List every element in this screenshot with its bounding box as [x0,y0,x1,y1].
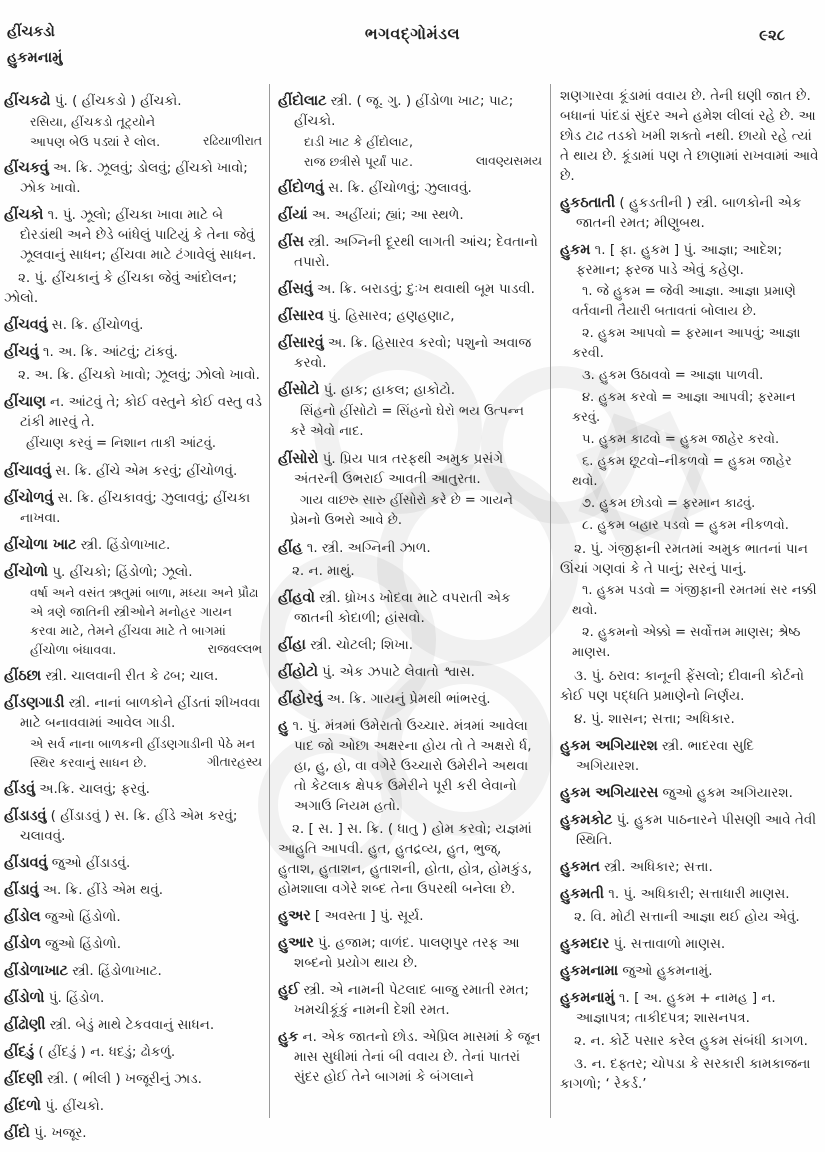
definition-text: અ. ક્રિ. ઝૂલવું; ડોલવું; હીંચકો ખાવો; ઝોક ખાવો. [20,160,248,196]
headword: હીંચોળવું [4,490,54,506]
definition-text: જુઓ હીંડાડવું. [47,855,131,871]
dictionary-entry [560,810,821,850]
definition-text: ( હીંડાડવું ) સ. ક્રિ. હીંડે એમ કરવું; ચલાવવું. [20,808,238,844]
dictionary-entry [4,1123,262,1143]
headword: હુકમનામા [560,963,619,979]
column-middle [269,84,550,1118]
definition-text: સ. ક્રિ. હીંચોળવું; ઝુલાવવું. [323,180,472,196]
headword: હીંહા [278,637,306,653]
idiom-line [560,516,821,536]
headword: હુકમ અગિયારશ [560,738,658,754]
dictionary-entry [4,1069,262,1089]
definition-text: ૧. જે હુકમ = જેવી આજ્ઞા. આજ્ઞા પ્રમાણે વર્તવાની તૈયારી બતાવતાં બોલાય છે. [572,284,796,319]
definition-text: સ્ત્રી. ધ્રોખડ ખોદવા માટે વપરાતી એક જાતની કોદાળી; હાંસવો. [294,590,511,626]
dictionary-entry [4,779,262,799]
citation-quote [4,583,262,659]
dictionary-entry [4,806,262,846]
definition-text: ૧. અ. ક્રિ. આંટવું; ટાંકવું. [38,344,178,360]
idiom-line [560,430,821,450]
headword: હીંદળો [4,1098,41,1114]
definition-text: ૩. હુકમ ઉઠાવવો = આજ્ઞા પાળવી. [582,368,764,383]
headword: હુકમદાર [560,936,610,952]
headword: હીંડોલ [4,909,41,925]
definition-text: ૧. [ અ. હુકમ + નામહ ] ન. આજ્ઞાપત્ર; તાકીદપત્ર; શાસનપત્ર. [576,990,776,1026]
sense-line [4,365,262,385]
definition-text: રાજ છત્રીસે પૂર્યાં પાટ. [304,154,413,169]
dictionary-entry [4,91,262,111]
dictionary-entry [4,907,262,927]
dictionary-entry [278,380,542,400]
headword: હુ [278,718,289,734]
definition-text: જુઓ હિંડોળો. [40,936,122,952]
definition-text: અ.ક્રિ. ચાલવું; ફરવું. [35,781,150,797]
definition-text: પું. હીંચકો. [40,1098,105,1114]
dictionary-entry [278,588,542,628]
definition-text: સ્ત્રી. અગ્નિની દૂરથી લાગતી આંચ; દેવતાનો તપારો. [294,234,538,270]
headword: હુકમત [560,859,600,875]
idiom-line [278,402,542,442]
definition-text: હીંચાણ કરવું = નિશાન તાકી આંટવું. [26,436,216,451]
headword: હીંચકો [4,207,44,223]
definition-text: અ. ક્રિ. હિસારવ કરવો; પશુનો અવાજ કરવો. [294,335,532,371]
dictionary-entry [560,193,821,233]
definition-text: અ. ક્રિ. બરાડવું; દુઃખ થવાથી બૂમ પાડવી. [312,281,535,297]
dictionary-entry [278,279,542,299]
headword: હીંચોળા ખાટ [4,537,77,553]
dictionary-entry [278,980,542,1020]
dictionary-entry [4,693,262,733]
headword: હીંડોળાખાટ [4,963,68,979]
definition-text: સ. ક્રિ. હીંચકાવવું; ઝુલાવવું; હીંચકા નાખવા. [20,490,251,526]
headword: હુઆર [278,935,314,951]
headword: હુઅર [278,908,311,924]
sense-line [560,666,821,706]
definition-text: સિંહનો હીંસોટો = સિંહનો ઘેરો ભય ઉત્પન્ન કરે એવો નાદ. [290,404,524,439]
dictionary-entry [4,562,262,582]
definition-text: સ. ક્રિ. હીંચોળવું. [47,317,144,333]
dictionary-entry [278,333,542,373]
definition-text: ૨. હુકમ આપવો = ફરમાન આપવું; આજ્ઞા કરવી. [572,326,801,361]
definition-text: આપણ બેઉ પડ્યાં રે લોલ. [30,134,161,149]
headword: હીંસવું [278,281,313,297]
headword: હુકમ અગિયારસ [560,785,659,801]
citation-source: ગીતારહસ્ય [207,755,262,769]
headword: હીંચાવવું [4,463,52,479]
sense-line [4,268,262,308]
citation-quote [278,152,542,171]
definition-text: સ્ત્રી. ( ભીલી ) ખજૂરીનું ઝાડ. [42,1071,202,1087]
definition-text: પું. ખજૂર. [29,1125,87,1141]
headword: હીંઢોણી [4,1017,46,1033]
dictionary-entry [560,240,821,280]
definition-text: ૩. ન. દફ્તર; ચોપડા કે સરકારી કામકાજના કાગળો; ‘ રેકર્ડ.’ [560,1056,811,1092]
citation-source: રાજવલ્લભ [207,642,262,656]
headword: હીંડાવું [4,882,39,898]
citation-quote [4,734,262,772]
dictionary-entry [560,857,821,877]
headword: હીંચાણ [4,394,46,410]
dictionary-entry [4,880,262,900]
definition-text: પું. સત્તાવાળો માણસ. [609,936,726,952]
definition-text: ૭. હુકમ છોડવો = ફરમાન કાઢવું. [582,496,756,511]
definition-text: ( હુકડતીની ) સ્ત્રી. બાળકોની એક જાતની રમત; મીણુબથ. [576,195,802,231]
definition-text: ૮. હુકમ બહાર પડવો = હુકમ નીકળવો. [582,518,789,533]
headword: હુકઠતાતી [560,195,616,211]
dictionary-entry [278,933,542,973]
definition-text: સ્ત્રી. ભાદરવા સુદિ અગિયારશ. [576,738,754,774]
definition-text: ૧. [ ફા. હુકમ ] પું. આજ્ઞા; આદેશ; ફરમાન; ફરજ પાડે એવું કહેણ. [576,242,783,278]
headword: હીંઠછા [4,668,42,684]
dictionary-entry [278,662,542,682]
idiom-line [560,494,821,514]
definition-text: ૧. પું. અધિકારી; સત્તાધારી માણસ. [603,886,790,902]
definition-text: ૧. હુકમ પડવો = ગંજીફાની રમતમાં સર નક્કી થવો. [572,583,817,618]
page-title: ભગવદ્ગોમંડલ [364,24,461,43]
definition-text: સ્ત્રી. અધિકાર; સત્તા. [599,859,713,875]
definition-text: ૨. [ સ. ] સ. ક્રિ. ( ધાતુ ) હોમ કરવો; યજ્ઞમાં આહુતિ આપવી. હુત, હુતદ્રવ્ય, હુત, ભુજ્, હુતાશ, હુતાશન, હુતાશની, હોતા, હોત્ર, હોમકુંડ, હોમશાલા વગેરે શબ્દ તેના ઉપરથી બનેલા છે. [278,821,532,897]
dictionary-entry [560,934,821,954]
definition-text: ૨. અ. ક્રિ. હીંચકો ખાવો; ઝૂલવું; ઝોલો ખાવો. [18,367,260,383]
definition-text: અ. અહીંયાં; હ્યાં; આ સ્થળે. [307,207,464,223]
definition-text: ન. એક જાતનો છોડ. એપ્રિલ માસમાં કે જૂન માસ સુધીમાં તેનાં બી વવાય છે. તેનાં પાતરાં સુંદર હોઈ તેને બાગમાં કે બંગલાને [294,1029,541,1085]
dictionary-entry [560,884,821,904]
idiom-line [560,452,821,492]
definition-text: સ. ક્રિ. હીંચે એમ કરવું; હીંચોળવું. [51,463,238,479]
dictionary-entry [4,342,262,362]
dictionary-entry [278,716,542,816]
dictionary-entry [278,689,542,709]
dictionary-entry [4,535,262,555]
idiom-line [4,434,262,454]
headword: હીંદો [4,1125,30,1141]
definition-text: એ સર્વ નાના બાળકની હીંડણગાડીની પેઠે મન સ્થિર કરવાનું સાધન છે. [30,736,256,770]
headword: હીંચકવું [4,160,49,176]
sense-line [560,1054,821,1094]
citation-quote [4,112,262,131]
definition-text: રસિયા, હીંચકડો તૂટ્યોને [30,114,156,129]
definition-text: પું. હુકમ પાઠનારને પીસણી આવે તેવી સ્થિતિ. [576,812,817,848]
page-number: ૯૨૮ [759,26,785,44]
dictionary-entry [4,488,262,528]
headword: હીંચકઢો [4,93,51,109]
dictionary-entry [4,961,262,981]
definition-text: સ્ત્રી. એ નામની પેટલાદ બાજુ રમાતી રમત; ખમચીકૂંકું નામની દેશી રમત. [294,982,529,1018]
definition-text: ૪. પું. શાસન; સત્તા; અધિકાર. [574,711,735,727]
definition-text: અ. ક્રિ. ગાયનું પ્રેમથી ભાંભરવું. [322,691,491,707]
dictionary-entry [278,205,542,225]
sense-line [560,539,821,579]
dictionary-entry [4,1042,262,1062]
definition-text: ૩. પું. ઠરાવ: કાનૂની ફેંસલો; દીવાની કોર્ટનો કોઈ પણ પદ્ધતિ પ્રમાણેનો નિર્ણય. [560,668,804,704]
dictionary-entry [278,178,542,198]
dictionary-entry [278,906,542,926]
headword: હીંડવું [4,781,36,797]
headword: હીંચવવું [4,317,48,333]
guide-word-first: હીંચકડો [7,24,55,40]
definition-text: સ્ત્રી. હિંડોળાખાટ. [76,537,171,553]
sense-line [560,907,821,927]
headword: હીંદોલાટ [278,93,327,109]
idiom-line [560,324,821,364]
sense-line [560,709,821,729]
definition-text: શણગારવા કૂંડામાં વવાય છે. તેની ઘણી જાત છે. બધાનાં પાંદડાં સુંદર અને હમેશ લીલાં રહે છે. આ છોડ ટાઢ તડકો ખમી શક્તો નથી. છાયો રહે ત્યાં તે થાય છે. કૂંડામાં પણ તે છાણામાં રાખવામાં આવે છે. [560,88,819,184]
dictionary-entry [560,961,821,981]
headword: હીંડોળ [4,936,41,952]
definition-text: જુઓ હુકમ અગિયારશ. [658,785,793,801]
headword: હીંસારવું [278,335,324,351]
definition-text: ( હીંદડું ) ન. ધદડું; ઢોકળું. [34,1044,176,1060]
definition-text: સ્ત્રી. બેડું માથે ટેકવવાનું સાધન. [45,1017,215,1033]
dictionary-entry [4,392,262,432]
headword: હીંડાડવું [4,808,47,824]
dictionary-entry [4,934,262,954]
definition-text: ૨. હુકમનો એક્કો = સર્વોત્તમ માણસ; શ્રેષ્ઠ માણસ. [572,625,801,660]
definition-text: ૨. ન. માથું. [292,563,355,579]
continuation-text [560,86,821,186]
definition-text: ૬. હુકમ છૂટવો–નીકળવો = હુકમ જાહેર થવો. [572,454,792,489]
definition-text: પું. હજામ; વાળંદ. પાલણપુર તરફ આ શબ્દનો પ્રયોગ થાય છે. [294,935,520,971]
definition-text: ૧. સ્ત્રી. અગ્નિની ઝાળ. [302,540,431,556]
idiom-line [560,581,821,621]
definition-text: ૨. પું. હીંચકાનું કે હીંચકા જેવું આંદોલન; ઝોલો. [4,270,237,306]
dictionary-entry [4,988,262,1008]
headword: હુકમતી [560,886,604,902]
headword: હુકમકોટ [560,812,613,828]
definition-text: પું. હિંડોળ. [44,990,105,1006]
headword: હીંયાં [278,207,308,223]
dictionary-entry [278,306,542,326]
definition-text: જુઓ હિંડોળો. [40,909,121,925]
dictionary-entry [4,853,262,873]
headword: હીંહોરવું [278,691,323,707]
definition-text: સ્ત્રી. ચોટલી; શિખા. [305,637,414,653]
dictionary-entry [4,315,262,335]
definition-text: ૧. પું. મંત્રમાં ઉમેરાતો ઉચ્ચાર. મંત્રમાં આવેલા પાદ જો ઓછા અક્ષરના હોય તો તે અક્ષરો ર્ધ, હા, હુ, હો, વા વગેરે ઉચ્ચારો ઉમેરીને અથવા તો કેટલાક ક્ષેપક ઉમેરીને પૂરી કરી લેવાનો અગાઉ નિયમ હતો. [288,718,532,814]
column-left [4,84,269,1141]
definition-text: ૪. હુકમ કરવો = આજ્ઞા આપવી; ફરમાન કરવું. [572,390,796,425]
definition-text: ૨. પું. ગંજીફાની રમતમાં અમુક ભાતનાં પાન ઊંચાં ગણવાં કે તે પાનું; સરનું પાનું. [560,541,808,577]
definition-text: પું. એક ઝપાટે લેવાતો શ્વાસ. [317,664,475,680]
columns-container [4,84,821,1141]
definition-text: સ્ત્રી. ( જૂ. ગુ. ) હીંડોળા ખાટ; પાટ; હીંચકો. [294,93,514,129]
headword: હીંહોટો [278,664,318,680]
dictionary-entry [4,666,262,686]
definition-text: દાડી ખાટ કે હીંદોલાટ, [304,134,413,149]
definition-text: પું. પ્રિય પાત્ર તરફથી અમુક પ્રસંગે અંતરની ઉભરાઈ આવતી આતુરતા. [294,451,504,487]
definition-text: પું. હિસારવ; હણહણાટ, [323,308,455,324]
sense-line [278,819,542,899]
dictionary-entry [4,158,262,198]
definition-text: ગાય વાછરુ સારુ હીંસોરો કરે છે = ગાયને પ્રેમનો ઉભરો આવે છે. [290,493,513,528]
definition-text: ૨. ન. કોર્ટે પસાર કરેલ હુકમ સંબંધી કાગળ. [574,1033,808,1049]
dictionary-entry [4,1015,262,1035]
headword: હીંડણગાડી [4,695,65,711]
dictionary-entry [560,736,821,776]
idiom-line [560,282,821,322]
headword: હીંદણી [4,1071,43,1087]
headword: હીંસોરો [278,451,319,467]
column-right [550,84,821,1118]
definition-text: પુ. હીંચકો; હિંડોળો; ઝૂલો. [48,564,193,580]
headword: હીંડાવવું [4,855,48,871]
definition-text: [ અવસ્તા ] પું. સૂર્ય. [310,908,424,924]
dictionary-entry [278,232,542,272]
dictionary-entry [278,91,542,131]
definition-text: સ્ત્રી. ચાલવાની રીત કે ઢબ; ચાલ. [41,668,219,684]
definition-text: ૫. હુકમ કાઢવો = હુકમ જાહેર કરવો. [582,432,780,447]
dictionary-entry [4,205,262,265]
headword: હીંહવો [278,590,315,606]
dictionary-entry [4,1096,262,1116]
dictionary-entry [560,988,821,1028]
sense-line [560,1031,821,1051]
dictionary-entry [278,635,542,655]
definition-text: સ્ત્રી. હિંડોળાખાટ. [67,963,162,979]
dictionary-entry [278,538,542,558]
definition-text: ૨. વિ. મોટી સત્તાની આજ્ઞા થઈ હોય એવું. [574,909,800,925]
citation-source: લાવણ્યસમય [475,154,542,168]
headword: હીંસ [278,234,304,250]
idiom-line [560,623,821,663]
headword: હીંચોળો [4,564,48,580]
citation-source: રઢિયાળીરાત [203,134,262,148]
definition-text: સ્ત્રી. નાનાં બાળકોને હીંડતાં શીખવવા માટે બનાવવામાં આવેલ ગાડી. [20,695,261,731]
headword: હીંસોટો [278,382,320,398]
definition-text: વર્ષા અને વસંત ઋતુમાં બાળા, મધ્યા અને પ્રૌઢા એ ત્રણે જાતિની સ્ત્રીઓને મનોહર ગાયન કરવા માટે, તેમને હીંચવા માટે તે બાગમાં હીંચોળા બંધાવવા. [30,585,259,657]
idiom-line [560,366,821,386]
idiom-line [560,388,821,428]
guide-word-last: હુકમનામું [7,50,63,66]
dictionary-entry [560,783,821,803]
dictionary-entry [278,449,542,489]
headword: હીંહ [278,540,303,556]
headword: હીંચવું [4,344,39,360]
citation-quote [4,132,262,151]
headword: હુઈ [278,982,300,998]
citation-quote [278,132,542,151]
definition-text: અ. ક્રિ. હીંડે એમ થવું. [38,882,164,898]
definition-text: ન. આંટવું તે; કોઈ વસ્તુને કોઈ વસ્તુ વડે ટાંકી મારવું તે. [20,394,262,430]
sense-line [278,561,542,581]
headword: હીંદોળવું [278,180,324,196]
headword: હીંદડું [4,1044,35,1060]
definition-text: પું. ( હીંચકડો ) હીંચકો. [50,93,182,109]
idiom-line [278,491,542,531]
headword: હુકમનામું [560,990,615,1006]
headword: હુકમ [560,242,591,258]
definition-text: જુઓ હુકમનામું. [618,963,713,979]
headword: હુક [278,1029,299,1045]
headword: હીંસારવ [278,308,324,324]
headword: હીંડોળો [4,990,45,1006]
definition-text: ૧. પું. ઝૂલો; હીંચકા ખાવા માટે બે દોરડાંથી અને છેડે બાંધેલું પાટિયું કે તેના જેવું ઝૂલવાનું સાધન; હીંચવા માટે ટંગાવેલું સાધન. [20,207,257,263]
dictionary-entry [4,461,262,481]
definition-text: પું. હાક; હાકલ; હાકોટો. [319,382,456,398]
dictionary-entry [278,1027,542,1087]
